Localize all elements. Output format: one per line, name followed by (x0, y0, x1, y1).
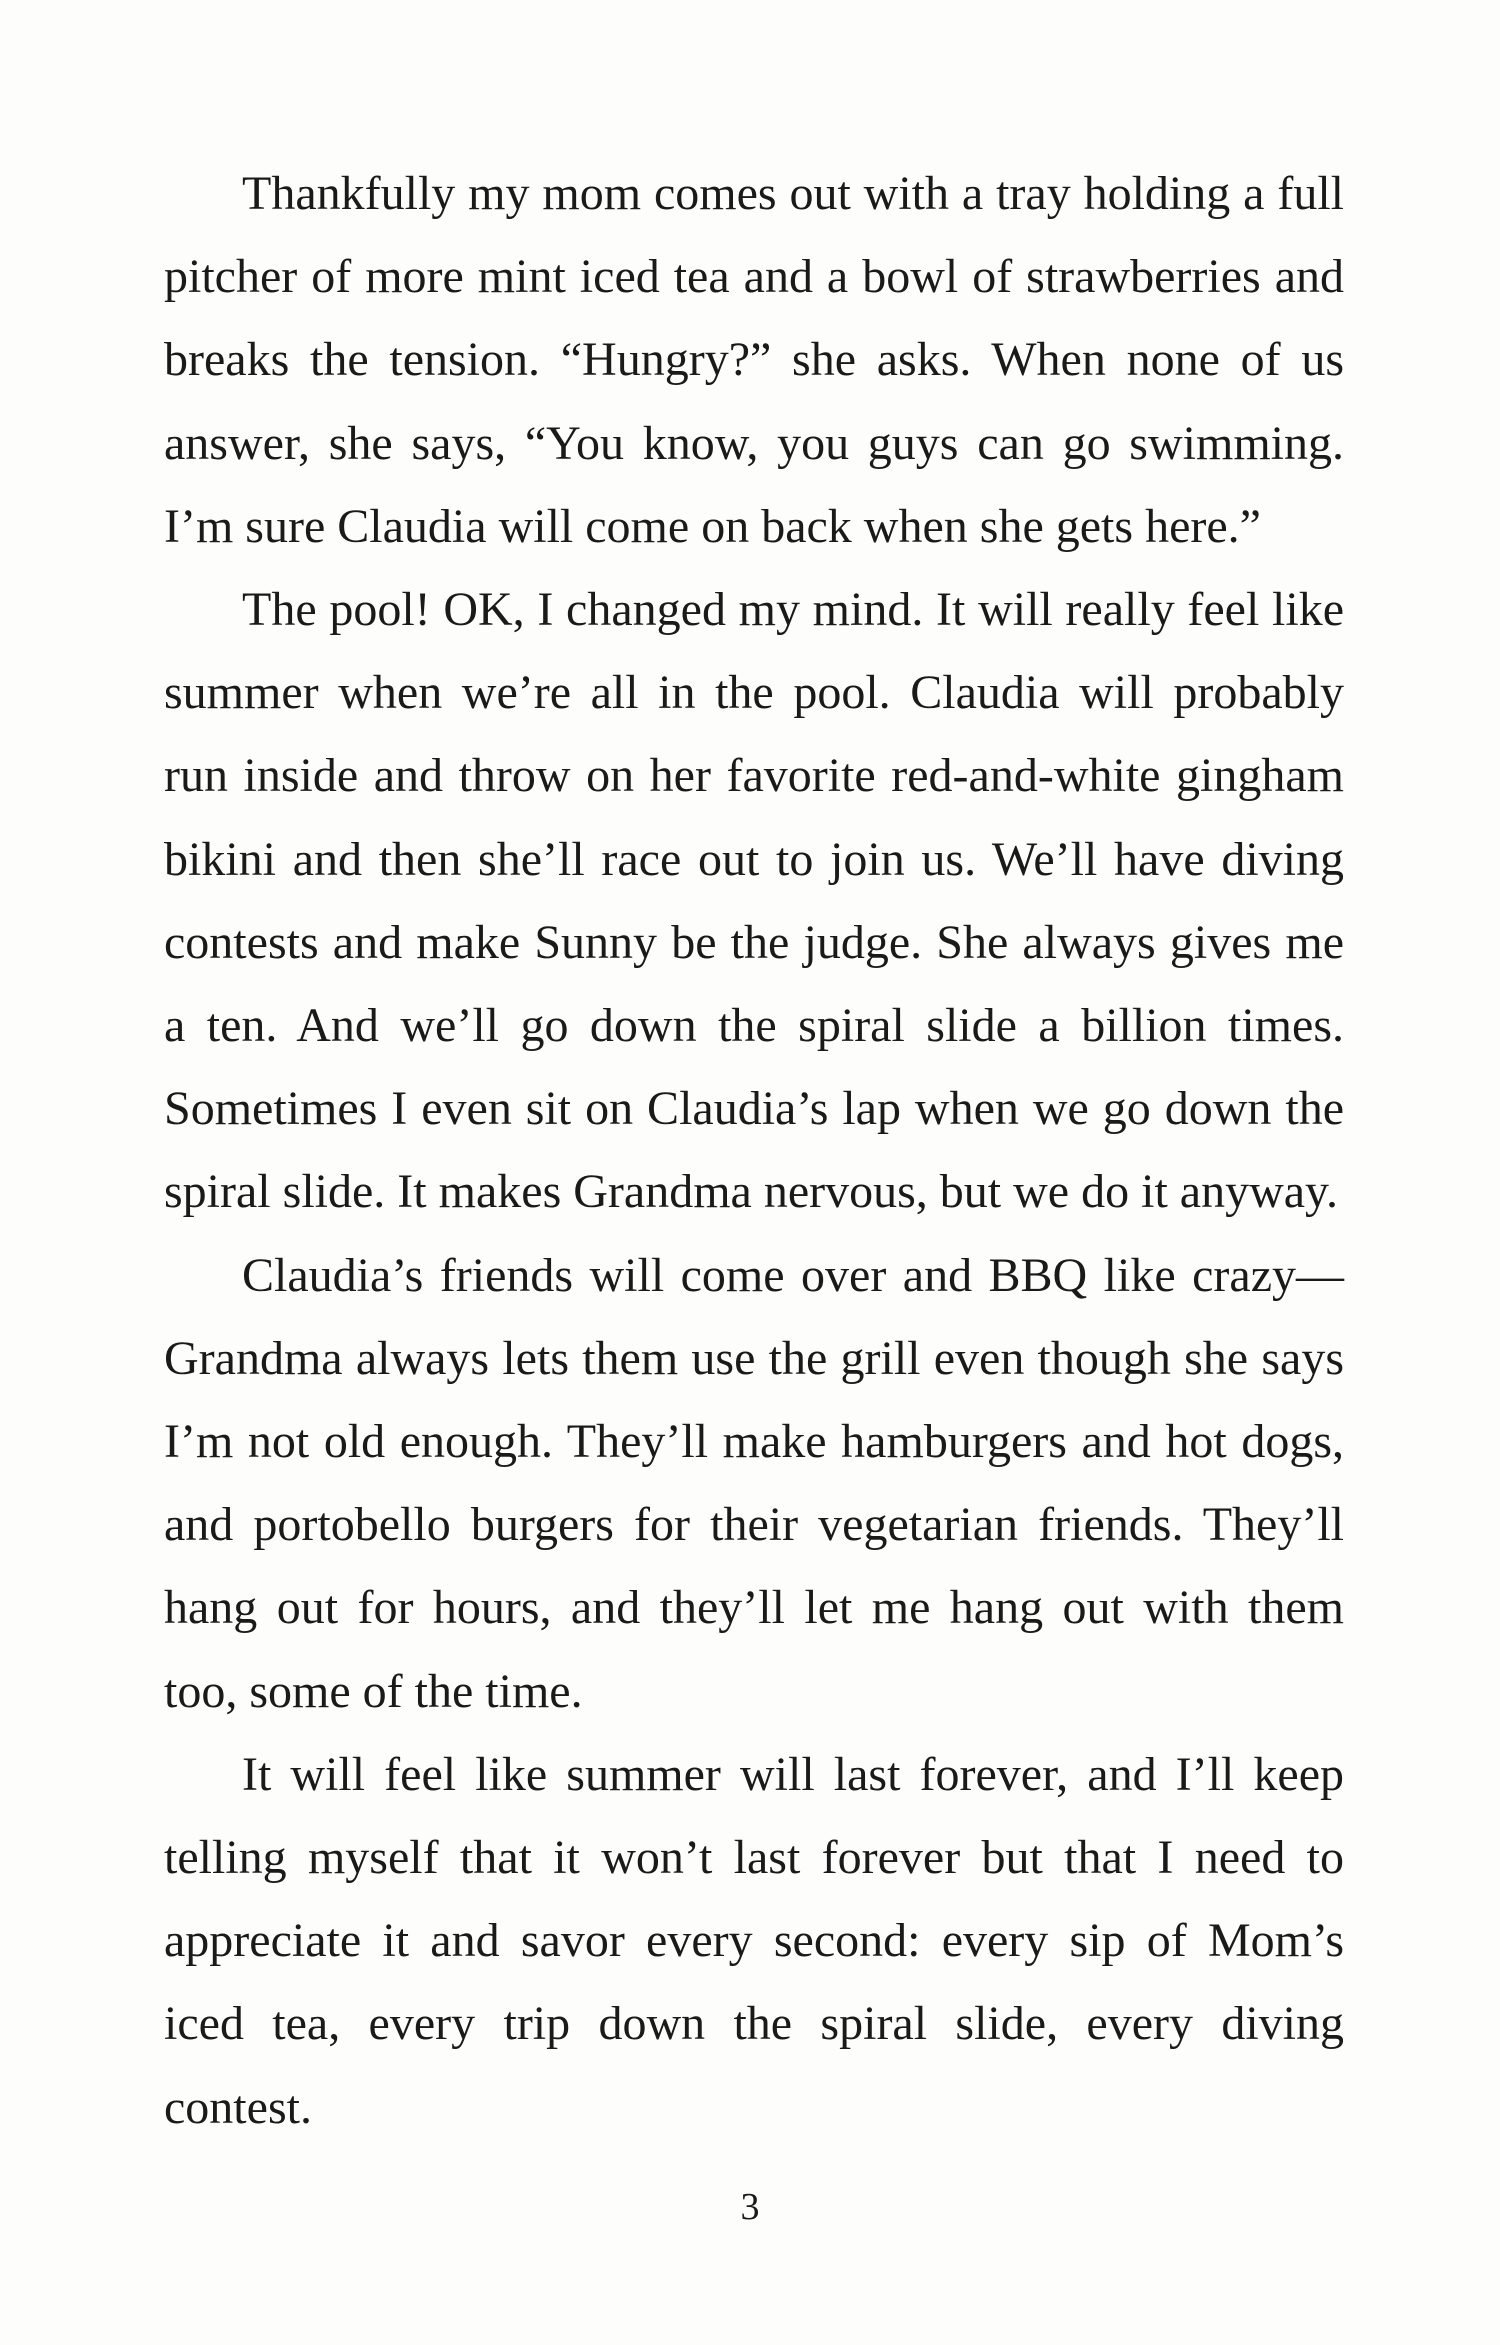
page-number: 3 (740, 2186, 760, 2228)
paragraph-1: Thankfully my mom comes out with a tray holding a full pitcher of more mint iced tea and a bowl of strawberries and breaks the tension. “Hungry?” she asks. When none of us answer, she says, “You know, you guys can go swimming. I’m sure Claudia will come on back when she gets here.” (164, 167, 1344, 553)
paragraph-3: Claudia’s friends will come over and BBQ like crazy— Grandma always lets them use the grill even though she says I’m not old enough. They’ll make hamburgers and hot dogs, and portobello burgers for their vegetarian friends. They’ll hang out for hours, and they’ll let me hang out with them too, some of the time. (164, 1248, 1344, 1718)
paragraph-2: The pool! OK, I changed my mind. It will really feel like summer when we’re all in the pool. Claudia will probably run inside and throw on her favorite red-and-white gingham bikini and then she’ll race out to join us. We’ll have diving contests and make Sunny be the judge. She always gives me a ten. And we’ll go down the spiral slide a billion times. Sometimes I even sit on Claudia’s lap when we go down the spiral slide. It makes Grandma nervous, but we do it anyway. (164, 583, 1344, 1219)
paragraph-4: It will feel like summer will last forever, and I’ll keep telling myself that it won’t last forever but that I need to appreciate it and savor every second: every sip of Mom’s iced tea, every trip down the spiral slide, every diving contest. (164, 1747, 1344, 2134)
body-text (164, 152, 1344, 2149)
